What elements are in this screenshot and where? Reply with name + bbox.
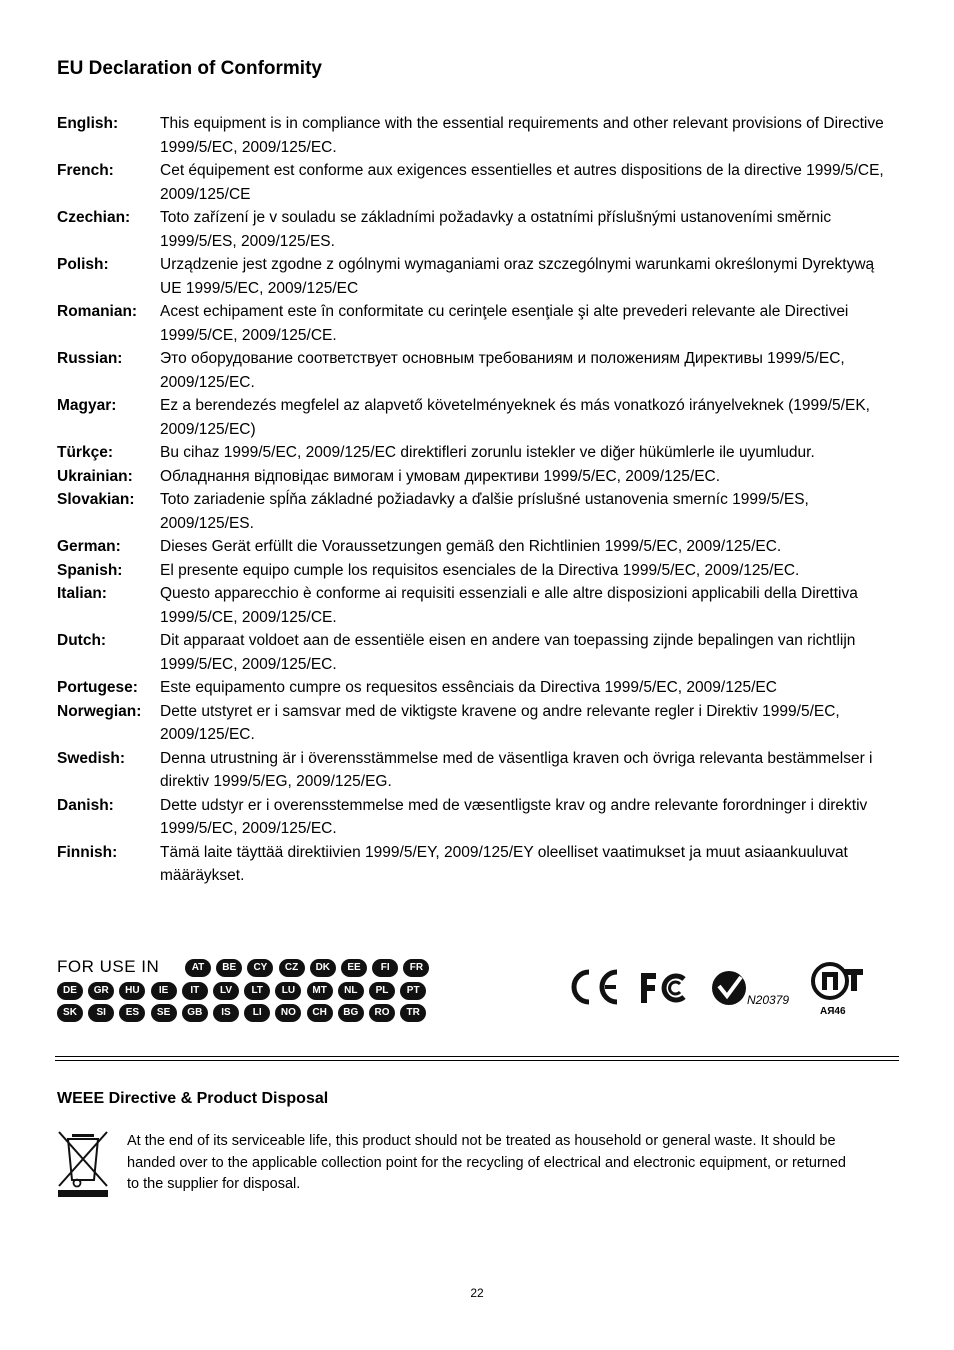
country-badge: SI — [88, 1004, 114, 1022]
country-badge: DK — [310, 959, 336, 977]
declaration-row — [57, 206, 897, 253]
declaration-list — [57, 112, 897, 888]
declaration-row — [57, 747, 897, 794]
declaration-language: Türkçe: — [57, 444, 113, 461]
declaration-language: Polish: — [57, 256, 109, 273]
declaration-text: Dette utstyret er i samsvar med de viktigste kravene og andre relevante regler i Direktiv 1999/5/EC, 2009/125/EC. — [160, 702, 840, 743]
weee-title: WEEE Directive & Product Disposal — [57, 1090, 329, 1107]
c-tick-mark-icon — [710, 968, 750, 1008]
declaration-text: Tämä laite täyttää direktiivien 1999/5/EY, 2009/125/EY oleelliset vaatimukset ja muut asiaankuuluvat määräykset. — [160, 843, 848, 884]
declaration-text: Acest echipament este în conformitate cu cerinţele esenţiale şi alte prevederi relevante ale Directivei 1999/5/CE, 2009/125/CE. — [160, 303, 849, 344]
c-tick-code: N20379 — [747, 993, 790, 1007]
country-badge: MT — [307, 982, 333, 1000]
weee-text: At the end of its serviceable life, this product should not be treated as household or general waste. It should be handed over to the applicable collection point for the recycling of electrical and electronic equipment, or returned to the supplier for disposal. — [127, 1133, 846, 1192]
fcc-mark-icon — [638, 971, 694, 1005]
declaration-row — [57, 465, 897, 489]
declaration-language: Dutch: — [57, 632, 107, 649]
country-badge: LU — [275, 982, 301, 1000]
declaration-row — [57, 629, 897, 676]
certification-marks — [565, 960, 885, 1022]
declaration-row — [57, 159, 897, 206]
declaration-language: Czechian: — [57, 209, 131, 226]
country-badge: BG — [338, 1004, 364, 1022]
declaration-row — [57, 394, 897, 441]
country-badge: CH — [307, 1004, 333, 1022]
declaration-language: Finnish: — [57, 843, 118, 861]
declaration-text: Urządzenie jest zgodne z ogólnymi wymaganiami oraz szczególnymi warunkami określonymi Dyrektywą UE 1999/5/EC, 2009/125/EC — [160, 256, 875, 297]
crossed-out-wheelie-bin-icon — [57, 1130, 109, 1198]
country-badge: FR — [403, 959, 429, 977]
declaration-row — [57, 253, 897, 300]
country-badge: DE — [57, 982, 83, 1000]
country-badge: PT — [400, 982, 426, 1000]
country-badge: GB — [182, 1004, 208, 1022]
country-badge: ES — [119, 1004, 145, 1022]
country-badge: CZ — [279, 959, 305, 977]
country-badge: IE — [151, 982, 177, 1000]
declaration-language: Slovakian: — [57, 491, 135, 508]
country-badge: BE — [216, 959, 242, 977]
country-badge: IT — [182, 982, 208, 1000]
country-badge: EE — [341, 959, 367, 977]
declaration-language: Spanish: — [57, 561, 123, 579]
country-badge: SE — [151, 1004, 177, 1022]
declaration-language: German: — [57, 538, 121, 555]
country-badge: FI — [372, 959, 398, 977]
declaration-language: Danish: — [57, 796, 114, 814]
declaration-row — [57, 535, 897, 559]
declaration-language: Portugese: — [57, 679, 138, 696]
page-number: 22 — [470, 1286, 484, 1300]
declaration-text: Bu cihaz 1999/5/EC, 2009/125/EC direktifleri zorunlu istekler ve diğer hükümlerle ile uyumludur. — [160, 444, 815, 461]
declaration-language: Norwegian: — [57, 702, 142, 720]
declaration-text: Toto zařízení je v souladu se základními požadavky a ostatními příslušnými ustanoveními směrnic 1999/5/ES, 2009/125/ES. — [160, 209, 832, 250]
country-badge: PL — [369, 982, 395, 1000]
country-badge: LV — [213, 982, 239, 1000]
country-badge: SK — [57, 1004, 83, 1022]
section-divider — [55, 1060, 899, 1061]
declaration-row — [57, 347, 897, 394]
declaration-row — [57, 488, 897, 535]
section-divider — [55, 1056, 899, 1057]
ce-mark-icon — [565, 968, 623, 1006]
declaration-language: Magyar: — [57, 397, 117, 414]
declaration-text: Dette udstyr er i overensstemmelse med de væsentligste krav og andre relevante forordninger i direktiv 1999/5/EC, 2009/125/EC. — [160, 796, 868, 837]
country-badge: NL — [338, 982, 364, 1000]
declaration-text: El presente equipo cumple los requisitos esenciales de la Directiva 1999/5/EC, 2009/125/EC. — [160, 561, 800, 579]
declaration-text: Cet équipement est conforme aux exigences essentielles et autres dispositions de la directive 1999/5/CE, 2009/125/CE — [160, 162, 884, 203]
declaration-language: Russian: — [57, 350, 123, 367]
declaration-text: Ez a berendezés megfelel az alapvető követelményeknek és más vonatkozó irányelveknek (1999/5/EK, 2009/125/EC) — [160, 397, 870, 438]
declaration-text: Este equipamento cumpre os requesitos essênciais da Directiva 1999/5/EC, 2009/125/EC — [160, 679, 777, 696]
declaration-language: English: — [57, 115, 119, 132]
country-badge: IS — [213, 1004, 239, 1022]
declaration-text: Это оборудование соответствует основным требованиям и положениям Директивы 1999/5/EC, 2009/125/EC. — [160, 350, 845, 391]
declaration-row — [57, 112, 897, 159]
country-badge: HU — [119, 982, 145, 1000]
country-badge: RO — [369, 1004, 395, 1022]
declaration-language: Italian: — [57, 585, 107, 602]
declaration-row — [57, 794, 897, 841]
country-badge: TR — [400, 1004, 426, 1022]
declaration-row — [57, 441, 897, 465]
declaration-row — [57, 700, 897, 747]
declaration-text: Questo apparecchio è conforme ai requisiti essenziali e alle altre disposizioni applicabili della Direttiva 1999/5/CE, 2009/125/CE. — [160, 585, 858, 626]
gost-r-code: АЯ46 — [820, 1006, 846, 1017]
declaration-text: Dit apparaat voldoet aan de essentiële eisen en andere van toepassing zijnde bepalingen van richtlijn 1999/5/EC, 2009/125/EC. — [160, 632, 856, 673]
declaration-text: This equipment is in compliance with the essential requirements and other relevant provisions of Directive 1999/5/EC, 2009/125/EC. — [160, 115, 884, 156]
declaration-text: Toto zariadenie spĺňa základné požiadavky a ďalšie príslušné ustanovenia smerníc 1999/5/ES, 2009/125/ES. — [160, 491, 809, 532]
gost-r-mark-icon — [810, 961, 866, 1001]
declaration-row — [57, 676, 897, 700]
for-use-in-label: FOR USE IN — [57, 957, 160, 976]
declaration-text: Обладнання відповідає вимогам і умовам директиви 1999/5/EC, 2009/125/EC. — [160, 467, 721, 485]
declaration-row — [57, 841, 897, 888]
declaration-language: Romanian: — [57, 303, 138, 320]
country-badge: LT — [244, 982, 270, 1000]
declaration-language: Ukrainian: — [57, 467, 133, 485]
declaration-row — [57, 559, 897, 583]
declaration-language: Swedish: — [57, 749, 126, 767]
declaration-text: Denna utrustning är i överensstämmelse med de väsentliga kraven och övriga relevanta bestämmelser i direktiv 1999/5/EG, 2009/125/EG. — [160, 749, 873, 790]
declaration-row — [57, 582, 897, 629]
declaration-text: Dieses Gerät erfüllt die Voraussetzungen gemäß den Richtlinien 1999/5/EC, 2009/125/EC. — [160, 538, 782, 555]
declaration-row — [57, 300, 897, 347]
declaration-language: French: — [57, 162, 114, 179]
country-badge: CY — [247, 959, 273, 977]
country-badge: NO — [275, 1004, 301, 1022]
country-badge: AT — [185, 959, 211, 977]
for-use-in-section — [57, 956, 457, 1026]
country-badge: LI — [244, 1004, 270, 1022]
country-badge: GR — [88, 982, 114, 1000]
page-title: EU Declaration of Conformity — [57, 58, 322, 79]
